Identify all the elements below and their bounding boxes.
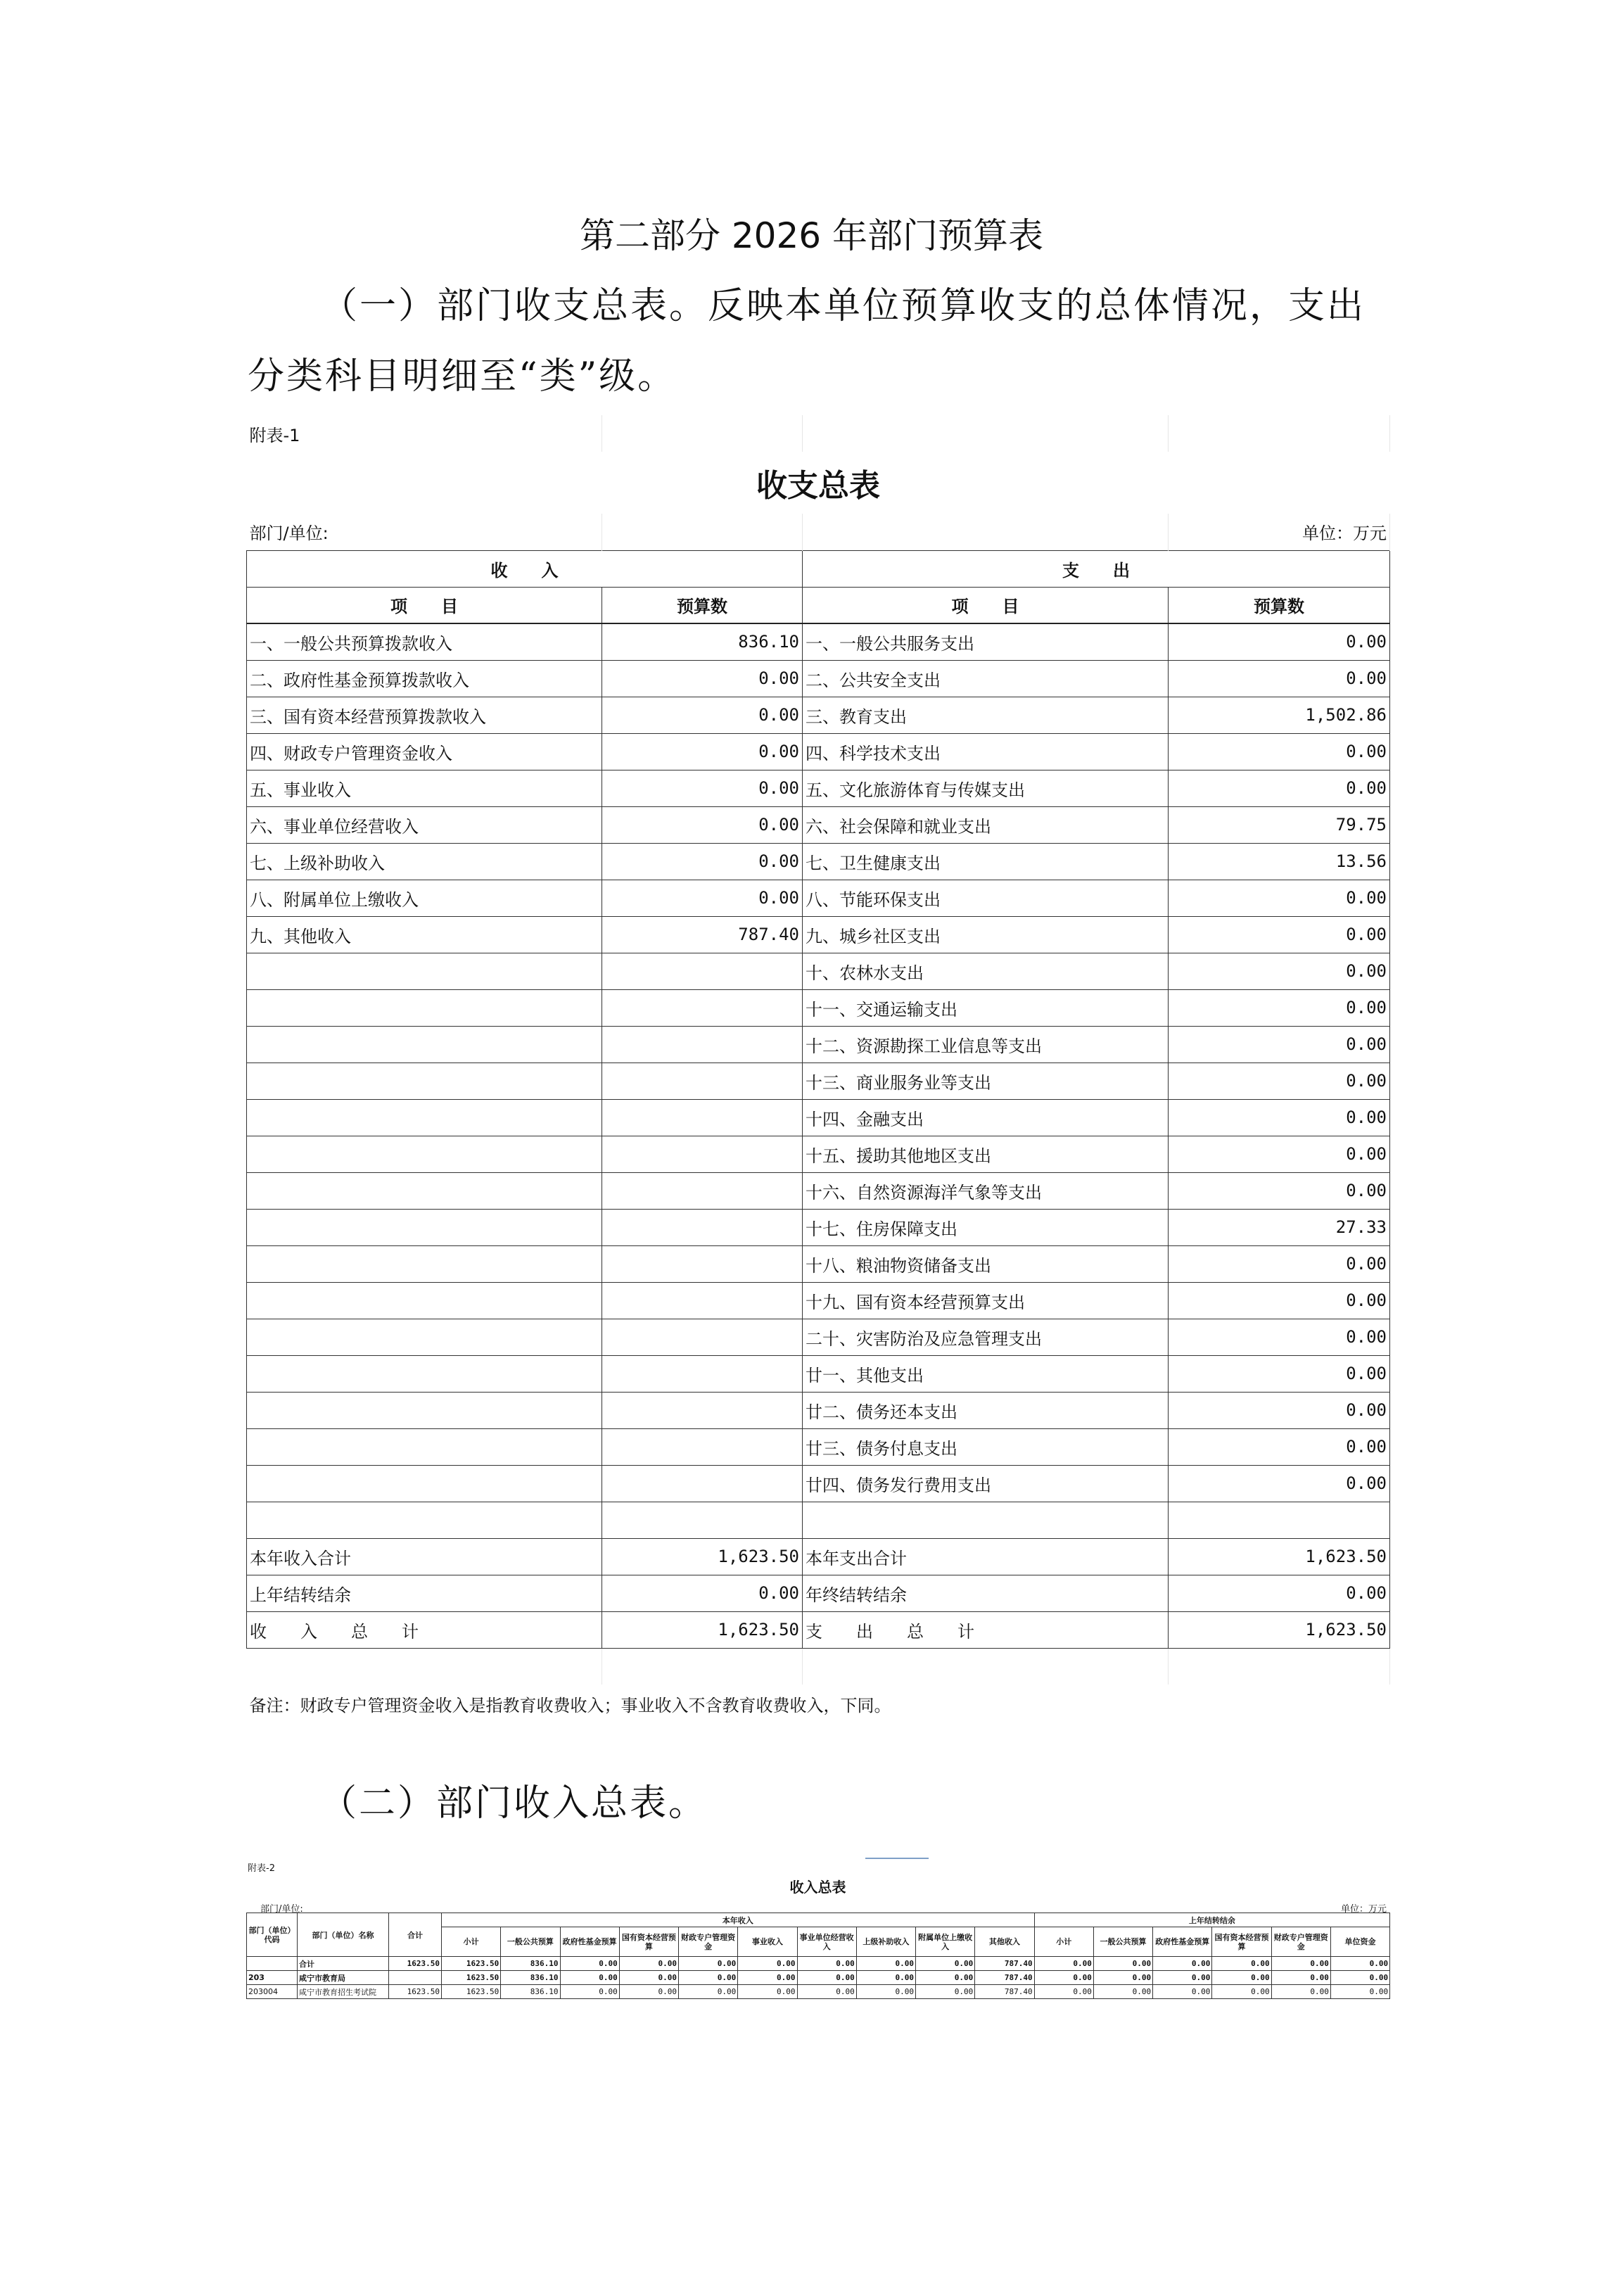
income-item: 八、附属单位上缴收入 xyxy=(247,880,602,916)
attach-label: 附表-1 xyxy=(247,415,602,452)
table-row xyxy=(247,1575,1390,1611)
expense-amount: 0.00 xyxy=(1169,880,1390,916)
expense-amount: 0.00 xyxy=(1169,660,1390,697)
cell-value: 0.00 xyxy=(1330,1971,1389,1985)
expense-amount: 0.00 xyxy=(1169,1465,1390,1502)
income-item xyxy=(247,1172,602,1209)
expense-amount: 1,623.50 xyxy=(1169,1611,1390,1648)
cell-value: 0.00 xyxy=(619,1985,678,1999)
subcol-this-year: 上级补助收入 xyxy=(856,1927,915,1957)
cell-value: 0.00 xyxy=(1153,1971,1212,1985)
cell-value: 0.00 xyxy=(738,1971,797,1985)
income-amount: 0.00 xyxy=(602,843,803,880)
cell-value: 0.00 xyxy=(916,1971,975,1985)
income-amount xyxy=(602,1355,803,1392)
income-item xyxy=(247,1063,602,1099)
subcol-last-year: 单位资金 xyxy=(1330,1927,1389,1957)
income-amount: 0.00 xyxy=(602,697,803,733)
table-row xyxy=(247,1502,1390,1538)
income-amount xyxy=(602,1172,803,1209)
cell-value: 0.00 xyxy=(1034,1985,1093,1999)
income-amount: 1,623.50 xyxy=(602,1538,803,1575)
cell-value: 0.00 xyxy=(1271,1971,1330,1985)
income-amount: 0.00 xyxy=(602,806,803,843)
dept-label: 部门/单位: xyxy=(247,514,602,550)
subcol-this-year: 一般公共预算 xyxy=(501,1927,560,1957)
cell-value: 0.00 xyxy=(738,1985,797,1999)
income-amount: 0.00 xyxy=(602,880,803,916)
table-row xyxy=(247,1319,1390,1355)
income-item: 三、国有资本经营预算拨款收入 xyxy=(247,697,602,733)
col-total: 合计 xyxy=(389,1913,442,1957)
unit-name: 咸宁市教育招生考试院 xyxy=(298,1985,389,1999)
table-row xyxy=(247,1026,1390,1063)
total-value: 1623.50 xyxy=(389,1957,442,1971)
income-amount: 787.40 xyxy=(602,916,803,953)
attach-label-2: 附表-2 xyxy=(248,1863,275,1874)
income-item: 六、事业单位经营收入 xyxy=(247,806,602,843)
table-row xyxy=(247,1245,1390,1282)
subcol-this-year: 附属单位上缴收入 xyxy=(916,1927,975,1957)
cell-value: 0.00 xyxy=(797,1985,856,1999)
income-amount xyxy=(602,1392,803,1428)
cell-value: 0.00 xyxy=(797,1971,856,1985)
income-amount xyxy=(602,1026,803,1063)
expense-amount xyxy=(1169,1502,1390,1538)
expense-item: 五、文化旅游体育与传媒支出 xyxy=(803,770,1169,806)
table-row xyxy=(247,1063,1390,1099)
income-item: 二、政府性基金预算拨款收入 xyxy=(247,660,602,697)
cell-value: 0.00 xyxy=(619,1971,678,1985)
income-amount: 836.10 xyxy=(602,623,803,660)
expense-item: 十九、国有资本经营预算支出 xyxy=(803,1282,1169,1319)
table-row xyxy=(247,880,1390,916)
cell-value: 0.00 xyxy=(1271,1957,1330,1971)
income-amount xyxy=(602,1245,803,1282)
income-amount xyxy=(602,1502,803,1538)
income-amount xyxy=(602,1428,803,1465)
expense-item: 九、城乡社区支出 xyxy=(803,916,1169,953)
income-item: 四、财政专户管理资金收入 xyxy=(247,733,602,770)
expense-amount: 1,623.50 xyxy=(1169,1538,1390,1575)
total-value xyxy=(389,1971,442,1985)
subcol-last-year: 财政专户管理资金 xyxy=(1271,1927,1330,1957)
subcol-this-year: 国有资本经营预算 xyxy=(619,1927,678,1957)
table-row xyxy=(247,1611,1390,1648)
cell-value: 0.00 xyxy=(1034,1971,1093,1985)
income-item: 一、一般公共预算拨款收入 xyxy=(247,623,602,660)
cell-value: 0.00 xyxy=(1271,1985,1330,1999)
expense-item: 七、卫生健康支出 xyxy=(803,843,1169,880)
unit-label: 单位：万元 xyxy=(1169,514,1390,550)
cell-value: 0.00 xyxy=(1212,1971,1271,1985)
unit-label-2: 单位：万元 xyxy=(1340,1904,1387,1915)
cell-value: 0.00 xyxy=(1212,1957,1271,1971)
table-title: 收支总表 xyxy=(756,468,880,504)
income-item xyxy=(247,1428,602,1465)
expense-amount: 0.00 xyxy=(1169,1099,1390,1136)
expense-item: 十三、商业服务业等支出 xyxy=(803,1063,1169,1099)
income-item: 本年收入合计 xyxy=(247,1538,602,1575)
cell-value: 0.00 xyxy=(1093,1985,1152,1999)
income-amount: 0.00 xyxy=(602,1575,803,1611)
table-row xyxy=(247,1538,1390,1575)
cell-value: 787.40 xyxy=(975,1957,1034,1971)
cell-value: 0.00 xyxy=(1330,1957,1389,1971)
income-amount xyxy=(602,1099,803,1136)
income-item xyxy=(247,1136,602,1172)
table-row xyxy=(247,1465,1390,1502)
expense-amount: 0.00 xyxy=(1169,770,1390,806)
cell-value: 787.40 xyxy=(975,1971,1034,1985)
table-row xyxy=(247,623,1390,660)
income-item xyxy=(247,1465,602,1502)
cell-value: 0.00 xyxy=(679,1971,738,1985)
expense-amount: 0.00 xyxy=(1169,1026,1390,1063)
cell-value: 1623.50 xyxy=(442,1957,501,1971)
subcol-last-year: 小计 xyxy=(1034,1927,1093,1957)
income-item: 上年结转结余 xyxy=(247,1575,602,1611)
cell-value: 0.00 xyxy=(856,1971,915,1985)
divider xyxy=(865,1858,929,1859)
table-row xyxy=(247,1282,1390,1319)
income-item: 五、事业收入 xyxy=(247,770,602,806)
table-row xyxy=(247,989,1390,1026)
expense-item: 八、节能环保支出 xyxy=(803,880,1169,916)
cell-value: 836.10 xyxy=(501,1957,560,1971)
expense-amount-header: 预算数 xyxy=(1169,587,1390,623)
income-amount xyxy=(602,1063,803,1099)
dept-label-2: 部门/单位: xyxy=(260,1904,303,1915)
income-header: 收 入 xyxy=(247,550,803,587)
income-item: 收 入 总 计 xyxy=(247,1611,602,1648)
expense-item: 十八、粮油物资储备支出 xyxy=(803,1245,1169,1282)
subcol-last-year: 国有资本经营预算 xyxy=(1212,1927,1271,1957)
expense-item xyxy=(803,1502,1169,1538)
expense-amount: 0.00 xyxy=(1169,1282,1390,1319)
table-row xyxy=(247,1209,1390,1245)
expense-amount: 0.00 xyxy=(1169,1136,1390,1172)
expense-amount: 27.33 xyxy=(1169,1209,1390,1245)
expense-item: 十四、金融支出 xyxy=(803,1099,1169,1136)
income-amount xyxy=(602,989,803,1026)
cell-value: 0.00 xyxy=(1153,1985,1212,1999)
expense-item: 廿四、债务发行费用支出 xyxy=(803,1465,1169,1502)
table-row xyxy=(247,697,1390,733)
income-item xyxy=(247,1245,602,1282)
expense-item: 年终结转结余 xyxy=(803,1575,1169,1611)
expense-amount: 0.00 xyxy=(1169,623,1390,660)
table-row xyxy=(247,1957,1390,1971)
income-summary-table xyxy=(246,1913,1390,1999)
income-amount-header: 预算数 xyxy=(602,587,803,623)
income-amount: 0.00 xyxy=(602,733,803,770)
table-row xyxy=(247,843,1390,880)
income-item-header: 项 目 xyxy=(247,587,602,623)
income-amount xyxy=(602,1319,803,1355)
income-amount: 1,623.50 xyxy=(602,1611,803,1648)
cell-value: 0.00 xyxy=(1093,1971,1152,1985)
table2-title: 收入总表 xyxy=(789,1879,846,1896)
income-item: 七、上级补助收入 xyxy=(247,843,602,880)
income-amount: 0.00 xyxy=(602,770,803,806)
expense-item: 廿一、其他支出 xyxy=(803,1355,1169,1392)
expense-amount: 0.00 xyxy=(1169,1428,1390,1465)
subcol-this-year: 小计 xyxy=(442,1927,501,1957)
cell-value: 0.00 xyxy=(1093,1957,1152,1971)
cell-value: 0.00 xyxy=(916,1985,975,1999)
cell-value: 0.00 xyxy=(1153,1957,1212,1971)
expense-amount: 0.00 xyxy=(1169,1355,1390,1392)
income-item xyxy=(247,1209,602,1245)
cell-value: 0.00 xyxy=(1212,1985,1271,1999)
table-row xyxy=(247,660,1390,697)
expense-amount: 0.00 xyxy=(1169,1392,1390,1428)
unit-code: 203 xyxy=(247,1971,298,1985)
expense-item: 十六、自然资源海洋气象等支出 xyxy=(803,1172,1169,1209)
table-note: 备注：财政专户管理资金收入是指教育收费收入；事业收入不含教育收费收入，下同。 xyxy=(249,1695,891,1715)
subcol-last-year: 政府性基金预算 xyxy=(1153,1927,1212,1957)
cell-value: 0.00 xyxy=(916,1957,975,1971)
col-last-year: 上年结转结余 xyxy=(1034,1913,1390,1927)
table-row xyxy=(247,733,1390,770)
table-row xyxy=(247,1392,1390,1428)
expense-amount: 0.00 xyxy=(1169,989,1390,1026)
table-row xyxy=(247,1971,1390,1985)
cell-value: 0.00 xyxy=(560,1971,619,1985)
cell-value: 0.00 xyxy=(619,1957,678,1971)
expense-item: 四、科学技术支出 xyxy=(803,733,1169,770)
subcol-this-year: 政府性基金预算 xyxy=(560,1927,619,1957)
income-item xyxy=(247,1392,602,1428)
income-item xyxy=(247,1099,602,1136)
subcol-this-year: 事业收入 xyxy=(738,1927,797,1957)
expense-item: 廿二、债务还本支出 xyxy=(803,1392,1169,1428)
expense-amount: 0.00 xyxy=(1169,733,1390,770)
expense-amount: 1,502.86 xyxy=(1169,697,1390,733)
income-item: 九、其他收入 xyxy=(247,916,602,953)
income-item xyxy=(247,1502,602,1538)
income-item xyxy=(247,1355,602,1392)
income-item xyxy=(247,989,602,1026)
income-amount xyxy=(602,1209,803,1245)
cell-value: 0.00 xyxy=(738,1957,797,1971)
expense-item: 十七、住房保障支出 xyxy=(803,1209,1169,1245)
income-amount xyxy=(602,1136,803,1172)
expense-item-header: 项 目 xyxy=(803,587,1169,623)
table-row xyxy=(247,1355,1390,1392)
expense-header: 支 出 xyxy=(803,550,1390,587)
paragraph-2: （二）部门收入总表。 xyxy=(320,1782,708,1825)
paragraph-1-text: （一）部门收支总表。反映本单位预算收支的总体情况，支出分类科目明细至“类”级。 xyxy=(248,285,1366,398)
expense-item: 十一、交通运输支出 xyxy=(803,989,1169,1026)
cell-value: 0.00 xyxy=(1330,1985,1389,1999)
income-expense-summary-table xyxy=(246,415,1390,1723)
table-row xyxy=(247,1985,1390,1999)
expense-amount: 0.00 xyxy=(1169,916,1390,953)
expense-item: 十二、资源勘探工业信息等支出 xyxy=(803,1026,1169,1063)
unit-name: 咸宁市教育局 xyxy=(298,1971,389,1985)
expense-amount: 79.75 xyxy=(1169,806,1390,843)
table-row xyxy=(247,806,1390,843)
expense-amount: 0.00 xyxy=(1169,1063,1390,1099)
cell-value: 0.00 xyxy=(560,1985,619,1999)
subcol-this-year: 财政专户管理资金 xyxy=(679,1927,738,1957)
subcol-last-year: 一般公共预算 xyxy=(1093,1927,1152,1957)
expense-item: 支 出 总 计 xyxy=(803,1611,1169,1648)
cell-value: 0.00 xyxy=(560,1957,619,1971)
income-item xyxy=(247,1319,602,1355)
income-amount xyxy=(602,953,803,989)
table-row xyxy=(247,953,1390,989)
cell-value: 0.00 xyxy=(1034,1957,1093,1971)
table-row xyxy=(247,770,1390,806)
cell-value: 1623.50 xyxy=(442,1985,501,1999)
expense-item: 十五、援助其他地区支出 xyxy=(803,1136,1169,1172)
paragraph-1 xyxy=(248,271,1387,412)
expense-item: 二十、灾害防治及应急管理支出 xyxy=(803,1319,1169,1355)
expense-item: 廿三、债务付息支出 xyxy=(803,1428,1169,1465)
cell-value: 836.10 xyxy=(501,1985,560,1999)
cell-value: 0.00 xyxy=(679,1985,738,1999)
expense-item: 二、公共安全支出 xyxy=(803,660,1169,697)
table-row xyxy=(247,916,1390,953)
income-amount: 0.00 xyxy=(602,660,803,697)
cell-value: 0.00 xyxy=(679,1957,738,1971)
unit-code: 203004 xyxy=(247,1985,298,1999)
total-value: 1623.50 xyxy=(389,1985,442,1999)
expense-item: 十、农林水支出 xyxy=(803,953,1169,989)
expense-amount: 0.00 xyxy=(1169,1319,1390,1355)
expense-amount: 0.00 xyxy=(1169,953,1390,989)
income-item xyxy=(247,1282,602,1319)
income-item xyxy=(247,953,602,989)
col-this-year: 本年收入 xyxy=(442,1913,1035,1927)
income-amount xyxy=(602,1282,803,1319)
table-row xyxy=(247,1136,1390,1172)
cell-value: 0.00 xyxy=(856,1985,915,1999)
table-row xyxy=(247,1099,1390,1136)
subcol-this-year: 其他收入 xyxy=(975,1927,1034,1957)
cell-value: 0.00 xyxy=(856,1957,915,1971)
page-heading: 第二部分 2026 年部门预算表 xyxy=(579,215,1044,256)
col-name: 部门（单位）名称 xyxy=(298,1913,389,1957)
table-row xyxy=(247,1172,1390,1209)
expense-item: 六、社会保障和就业支出 xyxy=(803,806,1169,843)
col-code: 部门（单位）代码 xyxy=(247,1913,298,1957)
expense-amount: 0.00 xyxy=(1169,1245,1390,1282)
income-summary-section xyxy=(246,1858,1389,1999)
cell-value: 836.10 xyxy=(501,1971,560,1985)
cell-value: 787.40 xyxy=(975,1985,1034,1999)
expense-amount: 13.56 xyxy=(1169,843,1390,880)
expense-amount: 0.00 xyxy=(1169,1172,1390,1209)
income-amount xyxy=(602,1465,803,1502)
income-item xyxy=(247,1026,602,1063)
cell-value: 0.00 xyxy=(797,1957,856,1971)
table-row xyxy=(247,1428,1390,1465)
cell-value: 1623.50 xyxy=(442,1971,501,1985)
unit-name: 合计 xyxy=(298,1957,389,1971)
unit-code xyxy=(247,1957,298,1971)
expense-amount: 0.00 xyxy=(1169,1575,1390,1611)
expense-item: 一、一般公共服务支出 xyxy=(803,623,1169,660)
expense-item: 三、教育支出 xyxy=(803,697,1169,733)
subcol-this-year: 事业单位经营收入 xyxy=(797,1927,856,1957)
expense-item: 本年支出合计 xyxy=(803,1538,1169,1575)
